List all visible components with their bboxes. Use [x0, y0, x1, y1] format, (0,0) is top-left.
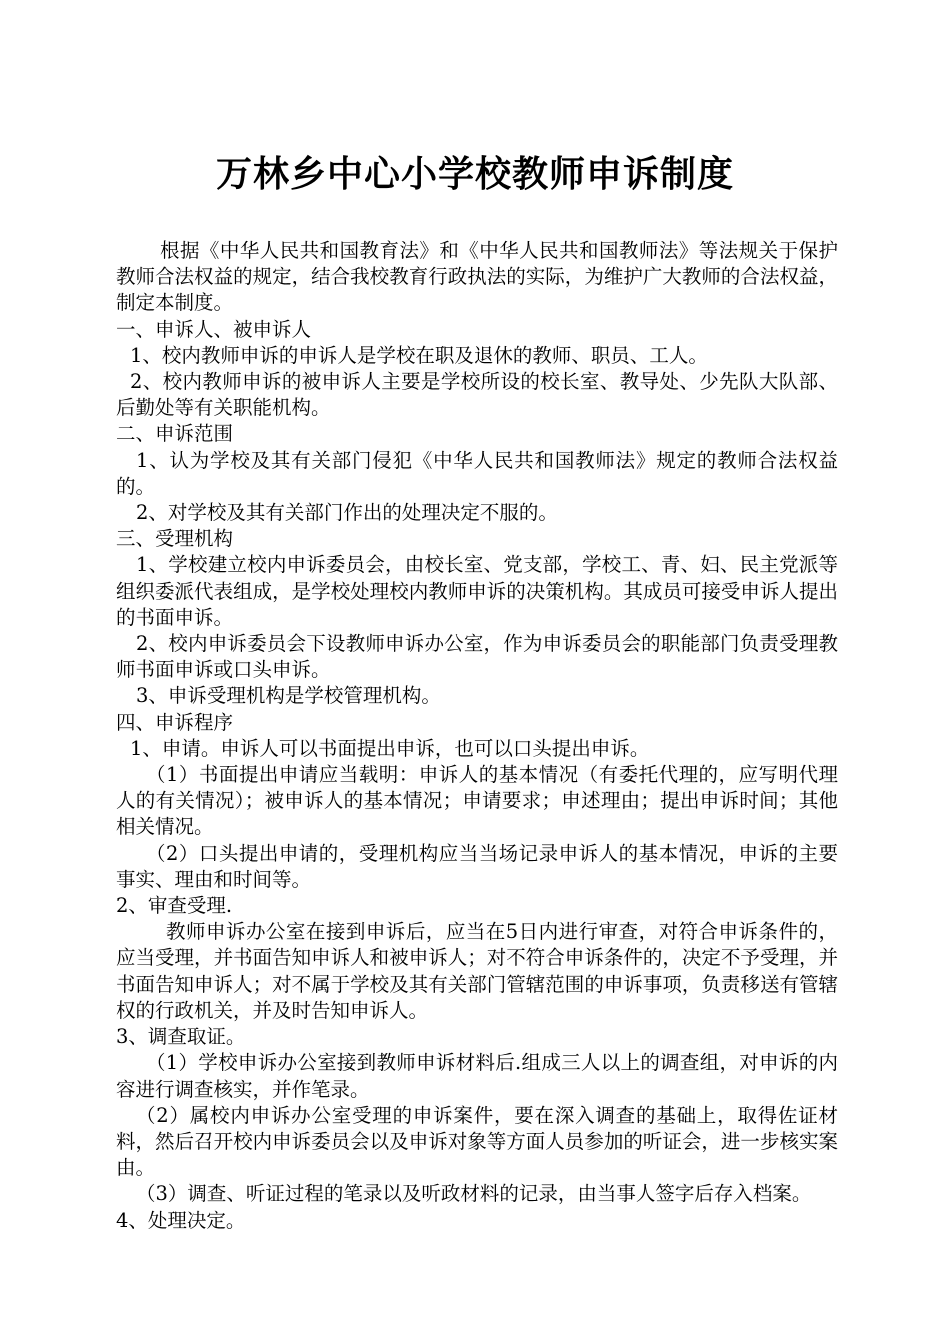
clause-heading: 3、调查取证。	[116, 1025, 246, 1049]
clause-paragraph: 教师申诉办公室在接到申诉后，应当在5日内进行审查，对符合申诉条件的，应当受理，并书面告知申诉人和被申诉人；对不符合申诉条件的，决定不予受理，并书面告知申诉人；对不属于学校及其有关部门管辖范围的申诉事项，负责移送有管辖权的行政机关，并及时告知申诉人。	[116, 920, 838, 1022]
section-heading: 四、申诉程序	[116, 710, 234, 734]
clause-paragraph: 1、学校建立校内申诉委员会，由校长室、党支部，学校工、青、妇、民主党派等组织委派代表组成，是学校处理校内教师申诉的决策机构。其成员可接受申诉人提出的书面申诉。	[116, 553, 838, 629]
clause-paragraph: 3、申诉受理机构是学校管理机构。	[136, 684, 441, 708]
clause-paragraph: 2、校内教师申诉的被申诉人主要是学校所设的校长室、教导处、少先队大队部、后勤处等有关职能机构。	[116, 370, 838, 420]
section-heading: 二、申诉范围	[116, 422, 234, 446]
clause-paragraph: 2、校内申诉委员会下设教师申诉办公室，作为申诉委员会的职能部门负责受理教师书面申诉或口头申诉。	[116, 632, 838, 682]
section-heading: 一、申诉人、被申诉人	[116, 317, 312, 341]
section-heading: 三、受理机构	[116, 527, 234, 551]
sub-clause-paragraph: （1）学校申诉办公室接到教师申诉材料后.组成三人以上的调查组，对申诉的内容进行调查核实，并作笔录。	[116, 1051, 838, 1101]
clause-paragraph: 1、认为学校及其有关部门侵犯《中华人民共和国教师法》规定的教师合法权益的。	[116, 448, 838, 498]
sub-clause-paragraph: （2）属校内申诉办公室受理的申诉案件，要在深入调查的基础上，取得佐证材料，然后召开校内申诉委员会以及申诉对象等方面人员参加的听证会，进一步核实案由。	[116, 1103, 838, 1180]
clause-paragraph: 1、申请。申诉人可以书面提出申诉，也可以口头提出申诉。	[130, 736, 650, 760]
clause-paragraph: 1、校内教师申诉的申诉人是学校在职及退休的教师、职员、工人。	[130, 343, 708, 367]
document-body	[116, 238, 838, 1234]
clause-heading: 4、处理决定。	[116, 1208, 246, 1232]
sub-clause-paragraph: （2）口头提出申请的，受理机构应当当场记录申诉人的基本情况，申诉的主要事实、理由和时间等。	[116, 841, 838, 891]
intro-paragraph: 根据《中华人民共和国教育法》和《中华人民共和国教师法》等法规关于保护教师合法权益的规定，结合我校教育行政执法的实际，为维护广大教师的合法权益，制定本制度。	[116, 239, 838, 315]
clause-heading: 2、审查受理.	[116, 894, 233, 918]
clause-paragraph: 2、对学校及其有关部门作出的处理决定不服的。	[136, 501, 558, 525]
sub-clause-paragraph: （1）书面提出申请应当载明：申诉人的基本情况（有委托代理的，应写明代理人的有关情况）；被申诉人的基本情况；申请要求；申述理由；提出申诉时间；其他相关情况。	[116, 763, 838, 839]
document-title: 万林乡中心小学校教师申诉制度	[215, 154, 734, 195]
sub-clause-paragraph: （3）调查、听证过程的笔录以及听政材料的记录，由当事人签字后存入档案。	[136, 1182, 812, 1206]
